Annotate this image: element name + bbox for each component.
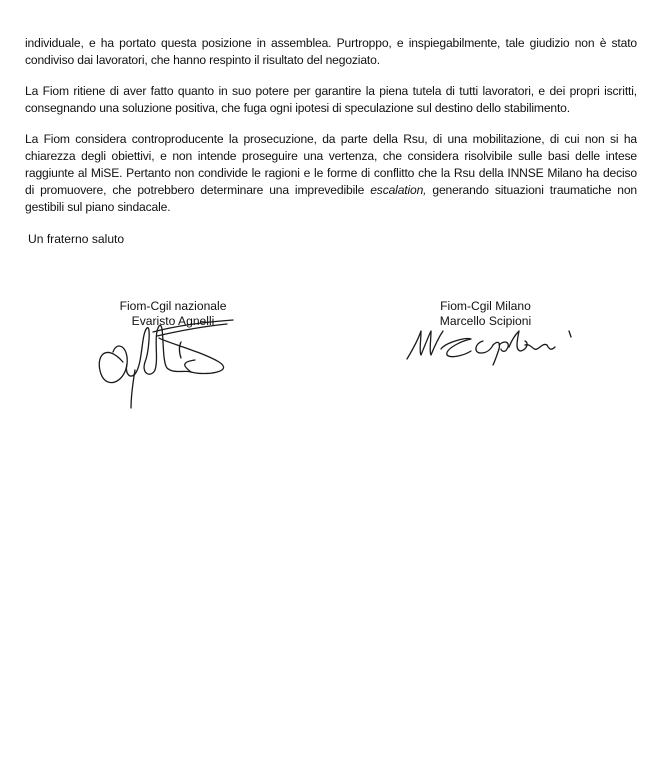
italic-term: escalation, [370, 183, 427, 197]
signatory-name: Evaristo Agnelli [131, 314, 215, 328]
signatory-organization: Fiom-Cgil Milano [440, 299, 531, 313]
paragraph-mobilization-text: La Fiom considera controproducente la prosecuzione, da parte della Rsu, di una mobilitazione, di cui non si ha chiarezza degli obiettivi, e non intende proseguire una vertenza, che considera risolvibile sulle basi delle intese raggiunte al MiSE. Pertanto non condivide le ragioni e le forme di conflitto che la Rsu della INNSE Milano ha deciso di promuovere, che potrebbero determinare una imprevedibile [25, 132, 637, 197]
handwritten-signature-agnelli [95, 312, 235, 412]
paragraph-fiom-position: La Fiom ritiene di aver fatto quanto in suo potere per garantire la piena tutela di tutti lavoratori, e dei propri iscritti, consegnando una soluzione positiva, che fuga ogni ipotesi di speculazione sul destino dello stabilimento. [25, 84, 637, 115]
signatory-name: Marcello Scipioni [439, 314, 532, 328]
paragraph-negotiation-result: individuale, e ha portato questa posizione in assemblea. Purtroppo, e inspiegabilmente, tale giudizio non è stato condiviso dai lavoratori, che hanno respinto il risultato del negoziato. [25, 36, 637, 67]
paragraph-mobilization-end: generando situazioni traumatiche non gestibili sul piano sindacale. [25, 183, 637, 214]
signatory-organization: Fiom-Cgil nazionale [119, 299, 227, 313]
closing-salutation: Un fraterno saluto [28, 232, 125, 246]
handwritten-signature-scipioni [405, 325, 575, 365]
paragraph-mobilization [25, 131, 637, 216]
